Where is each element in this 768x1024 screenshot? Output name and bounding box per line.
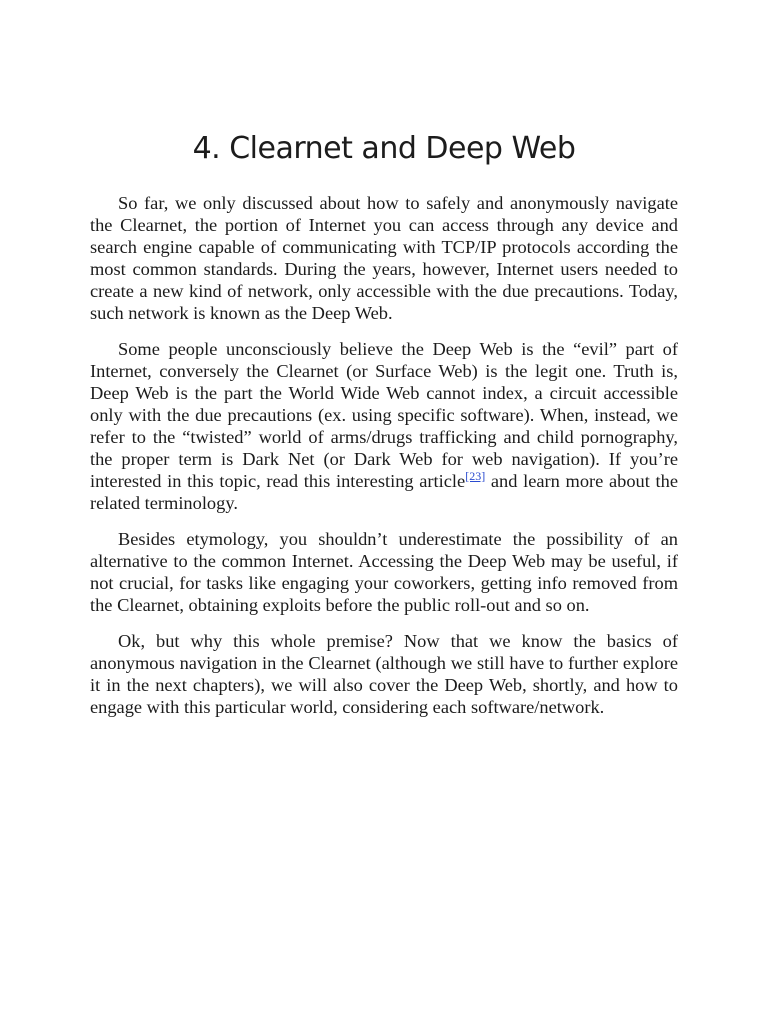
paragraph-text-after: and learn more about the related terminology. — [90, 471, 678, 513]
paragraph: Besides etymology, you shouldn’t underestimate the possibility of an alternative to the common Internet. Accessing the Deep Web may be useful, if not crucial, for tasks like engaging your coworkers, getting info removed from the Clearnet, obtaining exploits before the public roll-out and so on. — [90, 529, 678, 615]
chapter-title: 4. Clearnet and Deep Web — [192, 131, 576, 166]
paragraph-with-footnote — [90, 338, 678, 514]
footnote-link[interactable]: [23] — [465, 468, 486, 483]
paragraph-text: Some people unconsciously believe the Deep Web is the “evil” part of Internet, conversely the Clearnet (or Surface Web) is the legit one. Truth is, Deep Web is the part the World Wide Web cannot index, a circuit accessible only with the due precautions (ex. using specific software). When, instead, we refer to the “twisted” world of arms/drugs trafficking and child pornography, the proper term is Dark Net (or Dark Web for web navigation). If you’re interested in this topic, read this interesting article — [90, 339, 678, 491]
paragraph: Ok, but why this whole premise? Now that we know the basics of anonymous navigation in the Clearnet (although we still have to further explore it in the next chapters), we will also cover the Deep Web, shortly, and how to engage with this particular world, considering each software/network. — [90, 631, 678, 717]
chapter-body — [90, 192, 678, 718]
paragraph: So far, we only discussed about how to safely and anonymously navigate the Clearnet, the portion of Internet you can access through any device and search engine capable of communicating with TCP/IP protocols according the most common standards. During the years, however, Internet users needed to create a new kind of network, only accessible with the due precautions. Today, such network is known as the Deep Web. — [90, 193, 678, 323]
